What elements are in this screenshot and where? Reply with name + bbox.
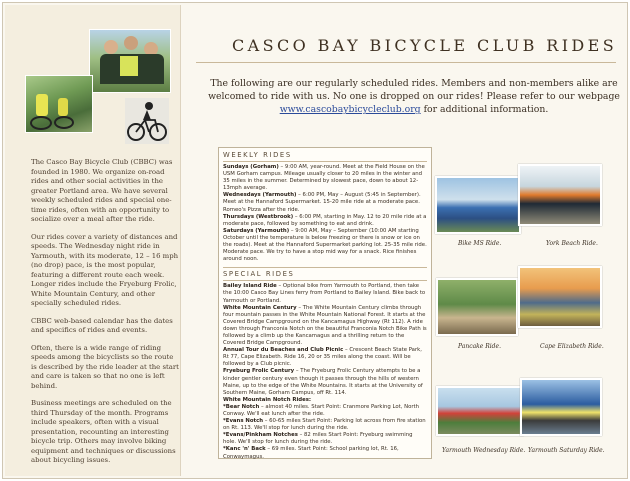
ride-details: – 9:00 AM, May – September (10:00 AM starting October until the temperature is below freezing or there is snow or ice on the roads). Meet at the Hannaford Supermarket parking lot. 25-35 mile ride. Moderate pace. We try to have a stop mid way for a snack. Rice finishes around noon. bbox=[223, 227, 427, 263]
yarmouth-saturday-ride-photo bbox=[520, 378, 602, 436]
ride-details: – Optional bike from Yarmouth to Portland, then take the 10:00 Casco Bay Lines ferry from Portland to Bailey Island. Bike back to Yarmouth or Portland. bbox=[223, 283, 426, 304]
title-divider bbox=[196, 62, 616, 63]
weekly-rides-heading: WEEKLY RIDES bbox=[223, 151, 292, 159]
ride-entry bbox=[223, 192, 427, 213]
club-group-photo bbox=[89, 29, 171, 93]
york-beach-ride-photo bbox=[518, 164, 602, 226]
ride-name: *Evans Notch bbox=[223, 418, 264, 425]
ride-details: – 9:00 AM, year-round. Meet at the Field House on the USM Gorham campus. Mileage usually closer to 20 miles in the winter and 35 miles in the summer. Determined by slowest pace, down to about 12-13mph average. bbox=[223, 164, 425, 192]
ride-details: – 82 miles Start Point: Fryeburg swimming hole. We'll stop for lunch during the ride. bbox=[223, 432, 413, 446]
ride-details: – 60-65 miles Start Point: Parking lot across from fire station on Rt. 113. We'll stop for lunch during the ride. bbox=[223, 418, 426, 432]
page-title: CASCO BAY BICYCLE CLUB RIDES bbox=[232, 36, 618, 55]
ride-name: *Kanc 'n' Back bbox=[223, 446, 266, 453]
ride-entry bbox=[223, 432, 427, 446]
ride-entry bbox=[223, 446, 427, 460]
ride-name: Thursdays (Westbrook) bbox=[223, 213, 294, 220]
ride-entry bbox=[223, 228, 427, 263]
section-divider bbox=[223, 280, 427, 281]
cape-elizabeth-ride-photo bbox=[518, 266, 602, 328]
ride-entry bbox=[223, 368, 427, 396]
intro-after: for additional information. bbox=[423, 104, 549, 116]
ride-details: – The White Mountain Century climbs through four mountain passes in the White Mountain National Forest. It starts at the Covered Bridge Campground on the Kancamagus Highway (Rt 112). A ride down through Franconia Notch on the beautiful Franconia Notch Bike Path is followed by a climb up the Kancamagus and a thrilling return to the Covered Bridge Campground. bbox=[223, 304, 427, 347]
section-divider bbox=[223, 161, 427, 162]
ride-name: Fryeburg Frolic Century bbox=[223, 368, 295, 375]
intro-body: The following are our regularly scheduled rides. Members and non-members alike are welcomed to ride with us. No one is dropped on our rides! Please refer to our webpage bbox=[208, 78, 620, 103]
cyclist-sketch-photo bbox=[125, 98, 169, 144]
ride-details: – almost 40 miles. Start Point: Cranmore Parking Lot, North Conway. We'll eat lunch after the ride. bbox=[223, 403, 420, 417]
ride-details: – The Fryeburg Frolic Century attempts to be a kinder gentler century even though it passes through the hills of western Maine, up to the edge of the White Mountains. It starts at the University of Southern Maine, Gorham Campus, off Rt. 114. bbox=[223, 368, 423, 396]
yarmouth-wednesday-ride-photo bbox=[436, 386, 524, 436]
ride-name: Wednesdays (Yarmouth) bbox=[223, 192, 297, 199]
ride-entry bbox=[223, 397, 427, 404]
photo-caption: Pancake Ride. bbox=[458, 343, 501, 350]
section-divider bbox=[223, 267, 427, 268]
bike-ms-ride-photo bbox=[435, 176, 521, 234]
ride-details: – 69 miles. Start Point: School parking lot, Rt. 16, Conwaymagus. bbox=[223, 446, 399, 460]
club-description bbox=[31, 158, 179, 474]
ride-entry bbox=[223, 164, 427, 192]
ride-name: *Evans/Pinkham Notches bbox=[223, 432, 298, 439]
club-website-link[interactable]: www.cascobaybicycleclub.org bbox=[279, 104, 421, 116]
intro-text bbox=[205, 77, 623, 117]
ride-name: White Mountain Notch Rides: bbox=[223, 396, 312, 403]
paragraph: Business meetings are scheduled on the third Thursday of the month. Programs include speakers, often with a visual presentation, recounting an interesting bicycle trip. Others may involve biking equipment and techniques or discussions about bicycling issues. bbox=[31, 399, 176, 464]
rides-schedule-box bbox=[218, 147, 432, 459]
ride-entry bbox=[223, 404, 427, 418]
ride-entry bbox=[223, 418, 427, 432]
paragraph: CBBC web-based calendar has the dates and specifics of rides and events. bbox=[31, 316, 173, 334]
photo-caption: York Beach Ride. bbox=[546, 240, 598, 247]
pancake-ride-photo bbox=[436, 278, 518, 336]
weekly-rides-list bbox=[223, 164, 427, 263]
ride-entry bbox=[223, 305, 427, 348]
ride-name: Bailey Island Ride bbox=[223, 283, 277, 290]
paragraph: The Casco Bay Bicycle Club (CBBC) was founded in 1980. We organize on-road rides and other social activities in the greater Portland area. We have several weekly scheduled rides and special one-time rides, often with an opportunity to socialize over a meal after the ride. bbox=[31, 158, 173, 223]
ride-name: Saturdays (Yarmouth) bbox=[223, 227, 290, 234]
special-rides-heading: SPECIAL RIDES bbox=[223, 270, 295, 279]
ride-entry bbox=[223, 347, 427, 368]
ride-name: White Mountain Century bbox=[223, 304, 297, 311]
riders-on-road-photo bbox=[25, 75, 93, 133]
left-column bbox=[5, 5, 181, 476]
paragraph: Our rides cover a variety of distances and speeds. The Wednesday night ride in Yarmouth, with its moderate, 12 – 16 mph (no drop) pace, is the most popular, featuring a different route each week. Longer rides include the Fryeburg Frolic, White Mountain Century, and other specially scheduled rides. bbox=[31, 232, 179, 307]
ride-name: Sundays (Gorham) bbox=[223, 164, 279, 170]
photo-caption: Yarmouth Wednesday Ride. bbox=[442, 447, 526, 454]
ride-name: *Bear Notch bbox=[223, 403, 260, 410]
photo-caption: Bike MS Ride. bbox=[458, 240, 502, 247]
ride-details: – 6:00 PM, starting in May. 12 to 20 mile ride at a moderate pace, followed by something to eat and drink. bbox=[223, 213, 427, 227]
ride-entry bbox=[223, 214, 427, 228]
ride-name: Annual Tour du Beaches and Club Picnic bbox=[223, 347, 344, 354]
ride-details: – 6:00 PM, May – August (5:45 in September). Meet at the Hannaford Supermarket. 15-20 mile ride at a moderate pace. Romeo's Pizza after the ride. bbox=[223, 192, 421, 213]
special-rides-list bbox=[223, 283, 427, 460]
ride-entry bbox=[223, 283, 427, 304]
ride-details: – Crescent Beach State Park, Rt 77, Cape Elizabeth. Ride 16, 20 or 35 miles along the coast. Will be followed by a Club picnic. bbox=[223, 347, 422, 368]
paragraph: Often, there is a wide range of riding speeds among the bicyclists so the route is described by the ride leader at the start and care is taken so that no one is left behind. bbox=[31, 343, 179, 390]
photo-caption: Yarmouth Saturday Ride. bbox=[528, 447, 605, 454]
photo-caption: Cape Elizabeth Ride. bbox=[540, 343, 604, 350]
